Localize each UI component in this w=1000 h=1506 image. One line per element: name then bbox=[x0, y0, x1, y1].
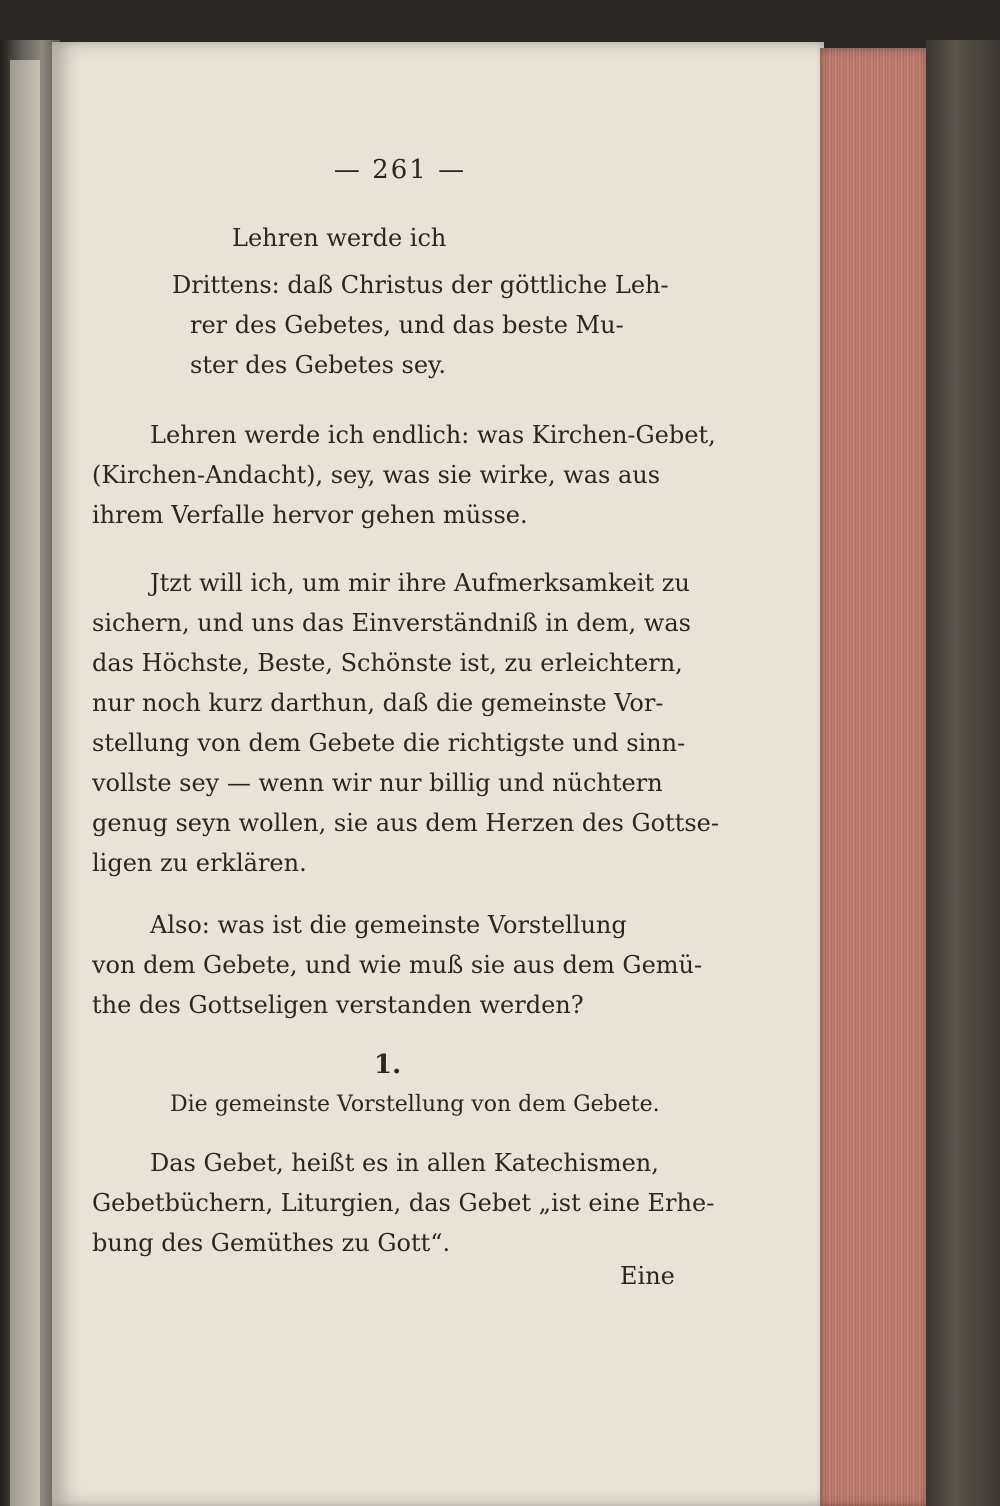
text-line: ligen zu erklären. bbox=[92, 849, 307, 877]
text-line: von dem Gebete, und wie muß sie aus dem Gemü- bbox=[92, 951, 703, 979]
text-line: (Kirchen-Andacht), sey, was sie wirke, was aus bbox=[92, 461, 661, 489]
text-line: nur noch kurz darthun, daß die gemeinste Vor- bbox=[92, 689, 664, 717]
left-page-edge bbox=[10, 60, 40, 1506]
text-line: vollste sey — wenn wir nur billig und nüchtern bbox=[92, 769, 663, 797]
text-line: Lehren werde ich bbox=[232, 224, 447, 252]
text-line: rer des Gebetes, und das beste Mu- bbox=[190, 311, 624, 339]
page-number-header: — 261 — bbox=[333, 155, 467, 185]
text-line: ihrem Verfalle hervor gehen müsse. bbox=[92, 501, 528, 529]
book-cover-right bbox=[926, 40, 1000, 1506]
text-line: stellung von dem Gebete die richtigste und sinn- bbox=[92, 729, 686, 757]
text-line: Jtzt will ich, um mir ihre Aufmerksamkeit zu bbox=[150, 569, 690, 597]
text-line: Also: was ist die gemeinste Vorstellung bbox=[150, 911, 627, 939]
text-line: das Höchste, Beste, Schönste ist, zu erleichtern, bbox=[92, 649, 683, 677]
text-line: bung des Gemüthes zu Gott“. bbox=[92, 1229, 451, 1257]
text-line: ster des Gebetes sey. bbox=[190, 351, 447, 379]
text-line: Das Gebet, heißt es in allen Katechismen, bbox=[150, 1149, 659, 1177]
text-line: sichern, und uns das Einverständniß in dem, was bbox=[92, 609, 691, 637]
page-edges-red bbox=[820, 48, 928, 1506]
text-line: Lehren werde ich endlich: was Kirchen-Gebet, bbox=[150, 421, 716, 449]
section-number: 1. bbox=[374, 1050, 402, 1080]
text-line: the des Gottseligen verstanden werden? bbox=[92, 991, 584, 1019]
text-line: Gebetbüchern, Liturgien, das Gebet „ist eine Erhe- bbox=[92, 1189, 715, 1217]
section-title: Die gemeinste Vorstellung von dem Gebete. bbox=[170, 1092, 660, 1117]
text-line: Drittens: daß Christus der göttliche Leh- bbox=[172, 271, 669, 299]
text-line: genug seyn wollen, sie aus dem Herzen des Gottse- bbox=[92, 809, 719, 837]
catchword: Eine bbox=[620, 1262, 675, 1290]
